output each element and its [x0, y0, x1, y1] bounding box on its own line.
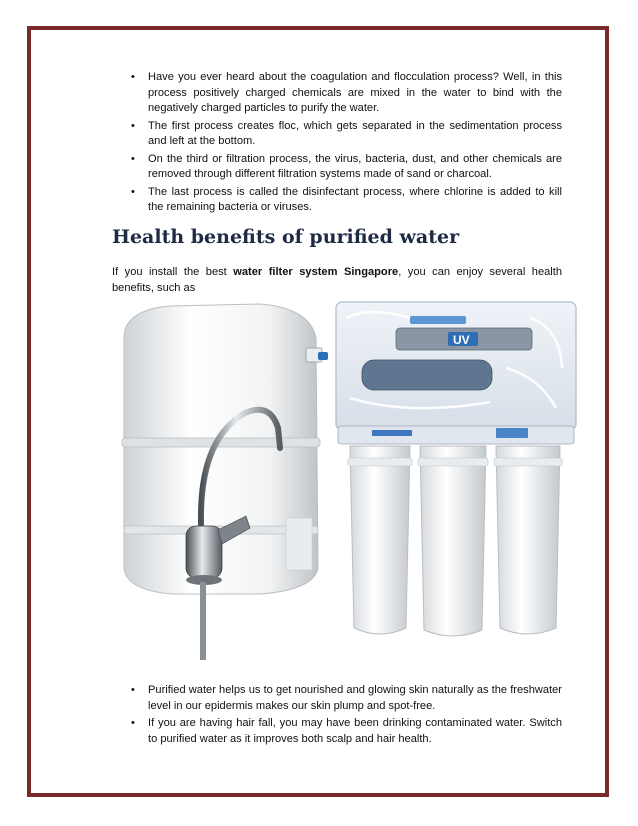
uv-label: UV: [453, 333, 470, 347]
filter-cartridges: [348, 446, 562, 636]
list-item: • Have you ever heard about the coagulation and flocculation process? Well, in this process positively charged chemicals are mixed in the water to bind with the negatively charged particles to purify the water.: [126, 70, 562, 117]
list-item: • The last process is called the disinfectant process, where chlorine is added to kill the remaining bacteria or viruses.: [126, 185, 562, 216]
list-item: • On the third or filtration process, the virus, bacteria, dust, and other chemicals are removed through different filtration systems made of sand or charcoal.: [126, 152, 562, 183]
ro-filter-unit: [336, 302, 576, 636]
intro-link-text: water filter system Singapore: [233, 266, 399, 278]
benefits-bullet-list: [126, 683, 562, 749]
section-heading: Health benefits of purified water: [112, 226, 460, 248]
process-bullet-list: [126, 70, 562, 218]
list-item: • If you are having hair fall, you may have been drinking contaminated water. Switch to purified water as it improves both scalp and hair health.: [126, 716, 562, 747]
intro-paragraph: [112, 264, 562, 296]
intro-text-before: If you install the best: [112, 266, 234, 278]
list-item: • The first process creates floc, which gets separated in the sedimentation process and left at the bottom.: [126, 119, 562, 150]
storage-tank: [122, 304, 328, 594]
water-purifier-photo: [110, 298, 592, 670]
list-item: • Purified water helps us to get nourished and glowing skin naturally as the freshwater level in our epidermis makes our skin plump and spot-free.: [126, 683, 562, 714]
intro-text-after: , you can enjoy several health benefits, such as: [112, 266, 562, 294]
